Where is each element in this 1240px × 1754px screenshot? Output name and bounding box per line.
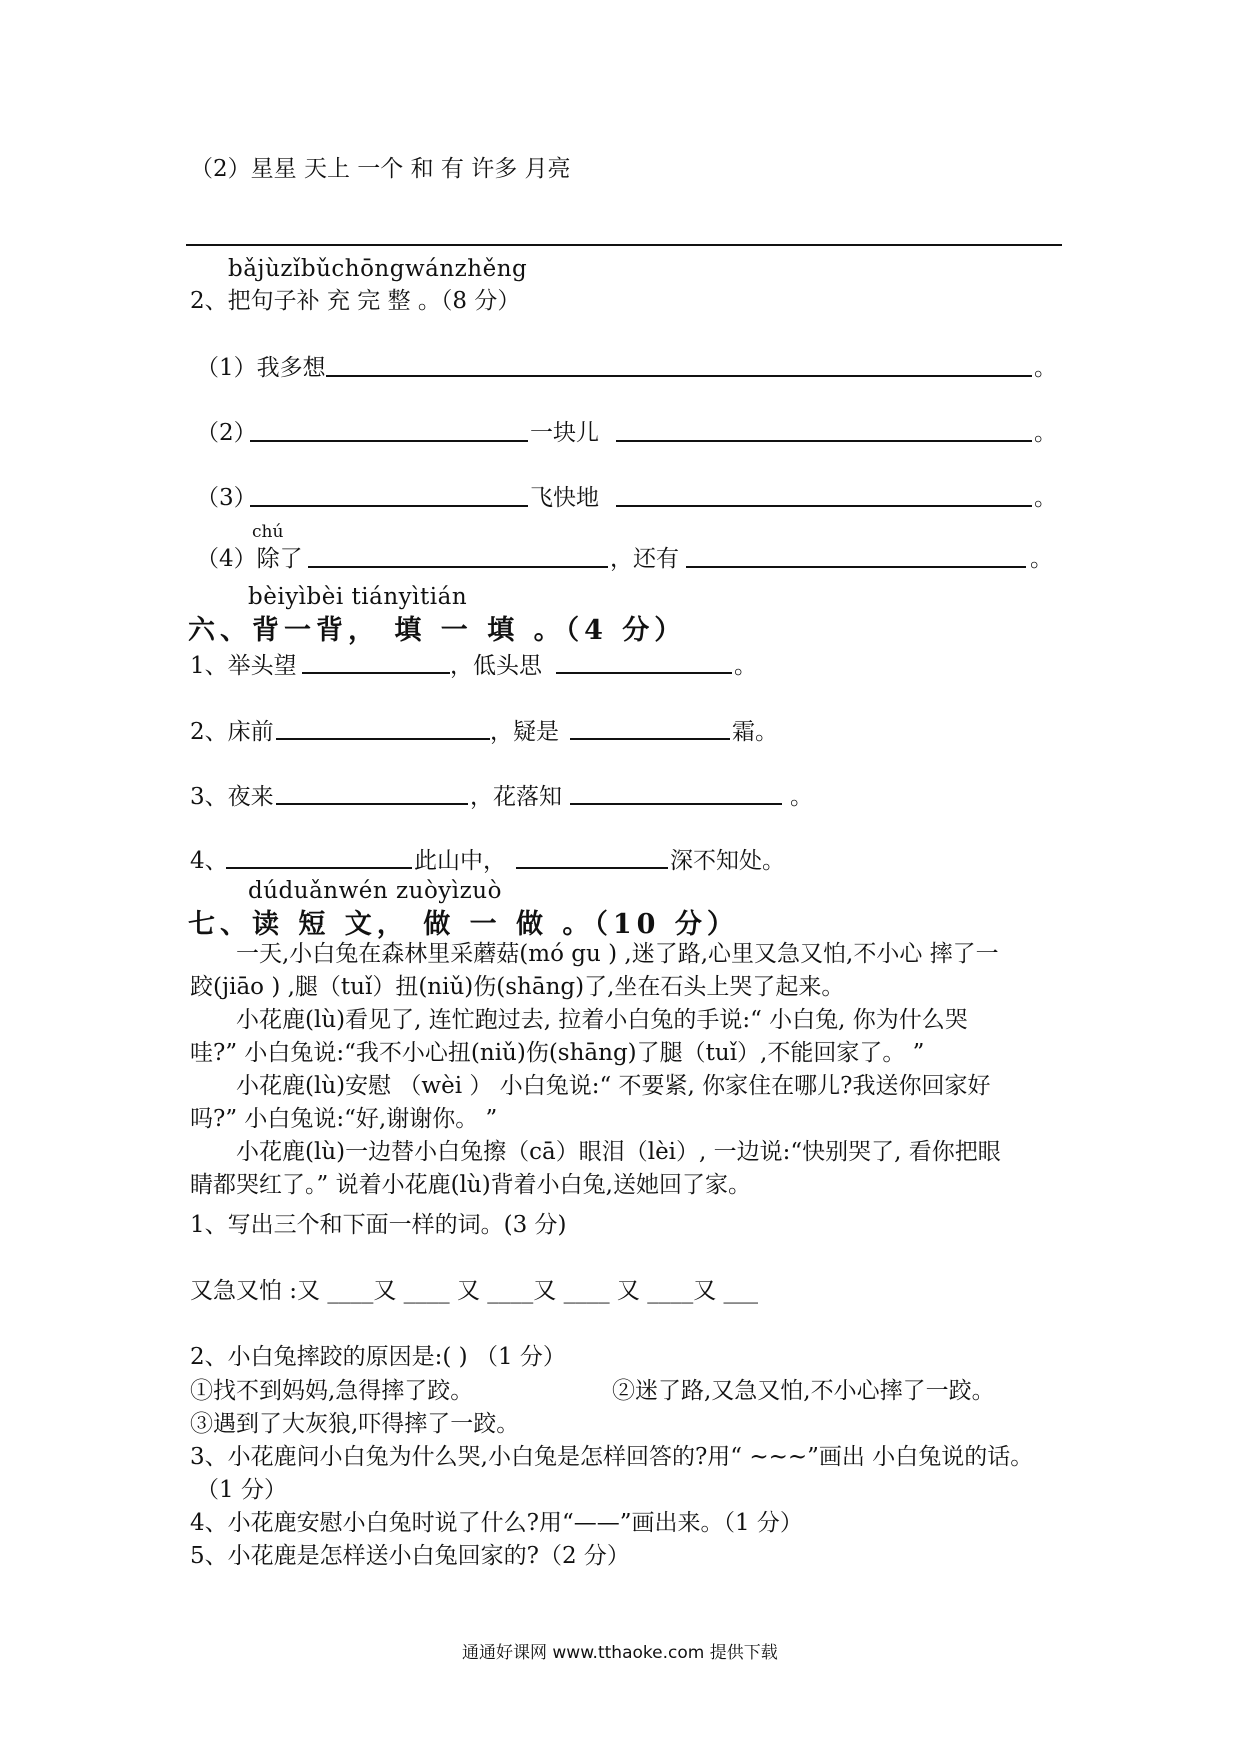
complete-sentence-2-mid: 一块儿 (530, 420, 599, 446)
blank-line (276, 803, 468, 805)
period: 。 (1034, 355, 1057, 381)
sec7-pinyin: dúduǎnwén zuòyìzuò (248, 878, 502, 904)
q2-title: 2、把句子补 充 完 整 。（8 分） (190, 288, 521, 314)
complete-sentence-3-mid: 飞快地 (530, 485, 599, 511)
blank-line (570, 803, 782, 805)
blank-line (302, 672, 450, 674)
passage-line: 小花鹿(lù)一边替小白兔擦（cā）眼泪（lèi）, 一边说:“快别哭了, 看你把眼 (236, 1139, 1001, 1165)
period: 。 (1034, 485, 1057, 511)
poem-q2-a: 2、床前 (190, 719, 274, 745)
sentence-ordering-item-2: （2）星星 天上 一个 和 有 许多 月亮 (190, 156, 571, 182)
reading-q2: 2、小白兔摔跤的原因是:( ) （1 分） (190, 1344, 566, 1370)
complete-sentence-2-label: （2） (196, 420, 257, 446)
poem-q1-c: 。 (734, 653, 757, 679)
footer-text: 通通好课网 www.tthaoke.com 提供下载 (462, 1643, 778, 1663)
chu-pinyin: chú (252, 522, 284, 542)
passage-line: 小花鹿(lù)安慰 （wèi ） 小白兔说:“ 不要紧, 你家住在哪儿?我送你回家好 (236, 1073, 991, 1099)
poem-q1-a: 1、举头望 (190, 653, 297, 679)
passage-line: 哇?” 小白兔说:“我不小心扭(niǔ)伤(shāng)了腿（tuǐ）,不能回家了。 ” (190, 1040, 925, 1066)
complete-sentence-4-mid: ，还有 (610, 546, 679, 572)
poem-q4-c: 深不知处。 (670, 848, 785, 874)
poem-q2-b: ，疑是 (490, 719, 559, 745)
blank-line (308, 566, 608, 568)
poem-q1-b: ，低头思 (450, 653, 542, 679)
blank-line (250, 505, 528, 507)
passage-line: 吗?” 小白兔说:“好,谢谢你。 ” (190, 1106, 498, 1132)
reading-q5: 5、小花鹿是怎样送小白兔回家的?（2 分） (190, 1543, 630, 1569)
poem-q3-c: 。 (790, 784, 813, 810)
blank-line (276, 738, 490, 740)
blank-line (516, 867, 668, 869)
complete-sentence-3-label: （3） (196, 485, 257, 511)
blank-line (616, 440, 1032, 442)
passage-line: 跤(jiāo ) ,腿（tuǐ）扭(niǔ)伤(shāng)了,坐在石头上哭了起来。 (190, 974, 845, 1000)
reading-q3-score: （1 分） (196, 1477, 287, 1503)
option-2: ②迷了路,又急又怕,不小心摔了一跤。 (612, 1378, 995, 1404)
passage-line: 睛都哭红了。” 说着小花鹿(lù)背着小白兔,送她回了家。 (190, 1172, 751, 1198)
sec7-title: 七、读 短 文， 做 一 做 。（10 分） (188, 909, 739, 940)
period: 。 (1030, 546, 1053, 572)
blank-line (556, 672, 732, 674)
period: 。 (1034, 420, 1057, 446)
option-1: ①找不到妈妈,急得摔了跤。 (190, 1378, 474, 1404)
blank-line (226, 867, 412, 869)
complete-sentence-1-label: （1）我多想 (196, 355, 326, 381)
poem-q4-b: 此山中， (414, 848, 506, 874)
passage-line: 小花鹿(lù)看见了, 连忙跑过去, 拉着小白兔的手说:“ 小白兔, 你为什么哭 (236, 1007, 968, 1033)
passage-line: 一天,小白兔在森林里采蘑菇(mó gu ) ,迷了路,心里又急又怕,不小心 摔了一 (236, 941, 999, 967)
poem-q3-a: 3、夜来 (190, 784, 274, 810)
blank-line (326, 375, 1032, 377)
blank-line (250, 440, 528, 442)
poem-q2-c: 霜。 (732, 719, 778, 745)
option-3: ③遇到了大灰狼,吓得摔了一跤。 (190, 1411, 520, 1437)
sec6-title: 六、背一背， 填 一 填 。（4 分） (188, 615, 687, 646)
poem-q4-a: 4、 (190, 848, 228, 874)
poem-q3-b: ，花落知 (470, 784, 562, 810)
q2-pinyin: bǎjùzǐbǔchōngwánzhěng (228, 256, 528, 282)
reading-q1: 1、写出三个和下面一样的词。(3 分) (190, 1212, 567, 1238)
blank-line (686, 566, 1026, 568)
reading-q1-words: 又急又怕 :又 ____又 ____ 又 ____又 ____ 又 ____又 ___ (190, 1278, 759, 1304)
answer-line (186, 244, 1062, 246)
blank-line (616, 505, 1032, 507)
blank-line (570, 738, 730, 740)
reading-q4: 4、小花鹿安慰小白兔时说了什么?用“——”画出来。（1 分） (190, 1510, 803, 1536)
reading-q3: 3、小花鹿问小白兔为什么哭,小白兔是怎样回答的?用“ ~~~”画出 小白兔说的话。 (190, 1444, 1034, 1470)
complete-sentence-4-label: （4）除了 (196, 546, 303, 572)
sec6-pinyin: bèiyìbèi tiányìtián (248, 584, 468, 610)
